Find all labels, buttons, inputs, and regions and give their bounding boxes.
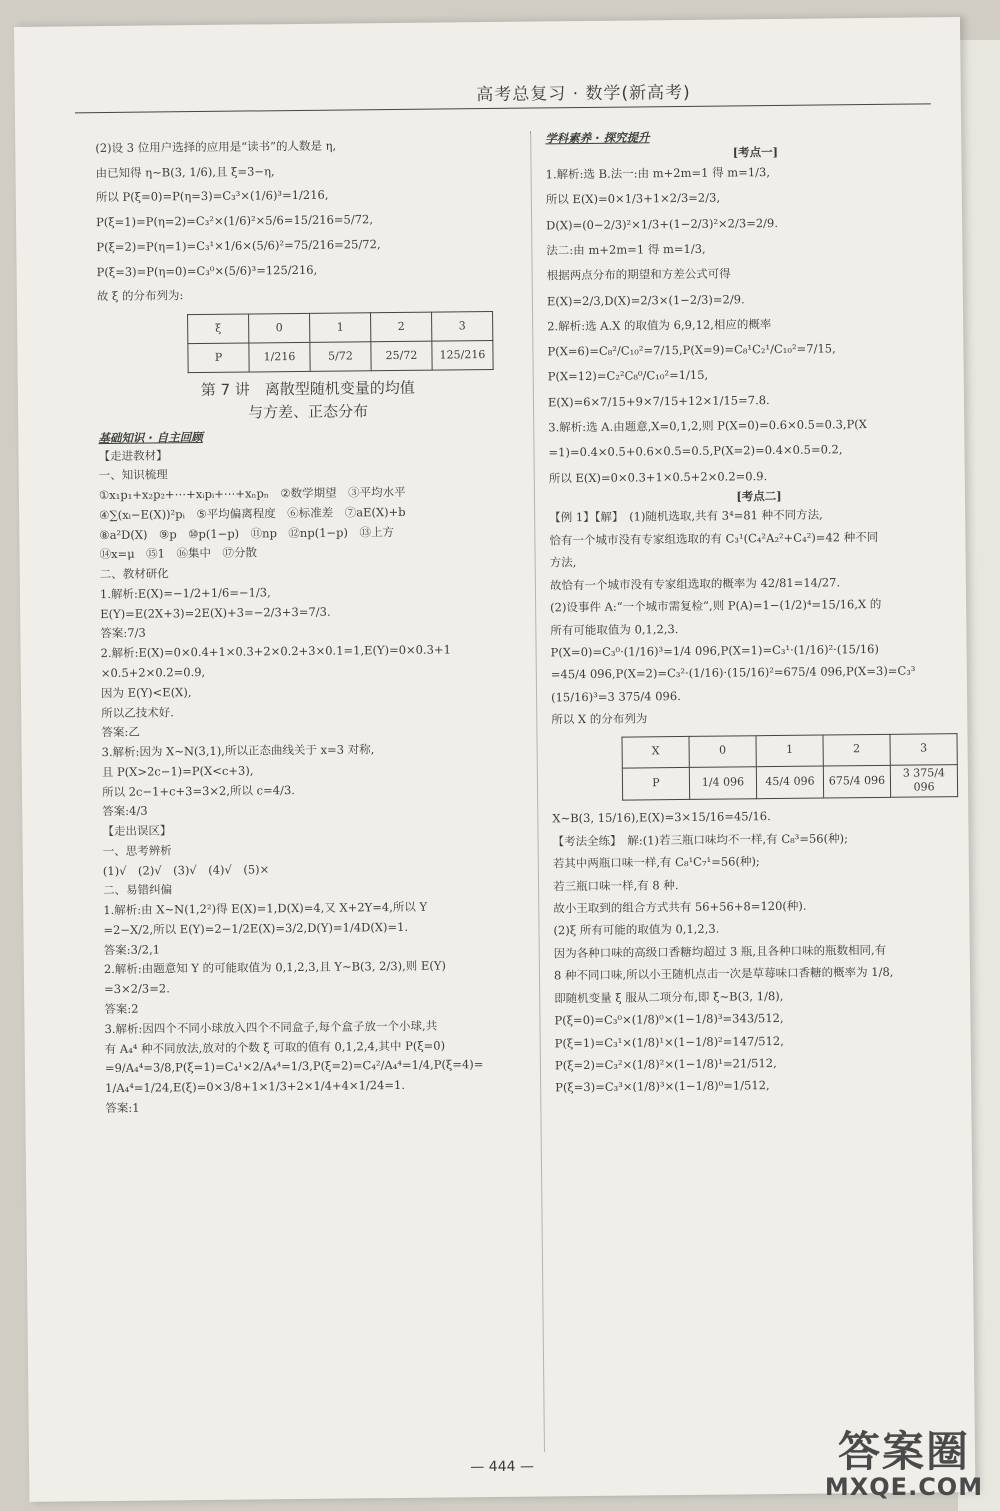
text-line: P(ξ=2)=P(η=1)=C₃¹×1/6×(5/6)²=75/216=25/72, [96, 237, 381, 254]
text-line: 若三瓶口味一样,有 8 种. [552, 877, 679, 893]
text-line: ×0.5+2×0.2=0.9, [100, 664, 206, 681]
text-line: 一、思考辨析 [102, 843, 172, 858]
table-cell: P [188, 343, 249, 373]
text-line: 有 A₄⁴ 种不同放法,放对的个数 ξ 可取的值有 0,1,2,4,其中 P(ξ=0) [104, 1038, 446, 1056]
text-line: (15/16)³=3 375/4 096. [551, 688, 681, 705]
text-line: 二、教材研化 [99, 566, 169, 582]
text-line: 答案:7/3 [100, 626, 146, 641]
table-cell: 0 [689, 735, 756, 767]
text-line: P(X=0)=C₃⁰·(1/16)³=1/4 096,P(X=1)=C₃¹·(1/16)²·(15/16) [550, 641, 879, 660]
text-line: 1.解析:E(X)=−1/2+1/6=−1/3, [99, 585, 271, 601]
header-title: 高考总复习 · 数学(新高考) [476, 82, 691, 106]
table-cell: 1/4 096 [689, 766, 756, 799]
text-line: 【走出误区】 [102, 823, 172, 839]
left-column [95, 132, 525, 1119]
text-line: 【考法全练】 解:(1)若三瓶口味均不一样,有 C₈³=56(种); [552, 831, 848, 849]
table-cell: 25/72 [371, 341, 432, 371]
table-cell: 125/216 [432, 340, 493, 370]
text-line: P(ξ=0)=C₃⁰×(1/8)⁰×(1−1/8)³=343/512, [554, 1011, 784, 1028]
text-line: P(X=12)=C₂²C₈⁰/C₁₀²=1/15, [547, 368, 709, 384]
text-line: P(ξ=1)=P(η=2)=C₃²×(1/6)²×5/6=15/216=5/72, [96, 212, 374, 230]
text-line: 若其中两瓶口味一样,有 C₈¹C₇¹=56(种); [552, 854, 760, 871]
text-line: 8 种不同口味,所以小王随机点击一次是草莓味口香糖的概率为 1/8, [553, 965, 894, 983]
table-cell: 0 [249, 313, 310, 343]
text-line: E(X)=2/3,D(X)=2/3×(1−2/3)=2/9. [546, 291, 745, 308]
text-line: =2−X/2,所以 E(Y)=2−1/2E(X)=3/2,D(Y)=1/4D(X)=1. [103, 919, 409, 937]
text-line: (1)√ (2)√ (3)√ (4)√ (5)× [102, 861, 270, 878]
text-line: 3.解析:选 A.由题意,X=0,1,2,则 P(X=0)=0.6×0.5=0.3,P(X [548, 417, 868, 435]
left-body-block [98, 442, 525, 1118]
watermark-logo [814, 1427, 994, 1501]
text-line: 1.解析:选 B.法一:由 m+2m=1 得 m=1/3, [545, 165, 771, 182]
table-cell: 2 [823, 734, 890, 766]
text-line: 答案:乙 [101, 724, 140, 740]
text-line: 2.解析:选 A.X 的取值为 6,9,12,相应的概率 [547, 316, 772, 334]
text-line: 因为各种口味的高级口香糖均超过 3 瓶,且各种口味的瓶数相同,有 [553, 942, 887, 961]
distribution-table-xi [187, 311, 494, 373]
text-line: 答案:2 [104, 1001, 139, 1017]
text-line: 所以 P(ξ=0)=P(η=3)=C₃³×(1/6)³=1/216, [95, 188, 329, 205]
text-line: 1/A₄⁴=1/24,E(ξ)=0×3/8+1×1/3+2×1/4+4×1/24=1. [105, 1077, 406, 1096]
text-line: 【走进教材】 [98, 447, 168, 463]
table-cell: 3 [890, 733, 957, 765]
text-line: 答案:3/2,1 [103, 942, 161, 957]
left-top-block [95, 132, 517, 309]
text-line: E(Y)=E(2X+3)=2E(X)+3=−2/3+3=7/3. [100, 604, 331, 621]
text-line: 1.解析:由 X~N(1,2²)得 E(X)=1,D(X)=4,又 X+2Y=4,所以 Y [103, 899, 428, 918]
text-line: P(ξ=1)=C₃¹×(1/8)¹×(1−1/8)²=147/512, [554, 1033, 784, 1050]
kaodian-2-heading: [考点二] [736, 488, 782, 504]
text-line: 故小王取到的组合方式共有 56+56+8=120(种). [553, 898, 807, 916]
text-line: P(ξ=3)=C₃³×(1/8)³×(1−1/8)⁰=1/512, [555, 1078, 770, 1095]
lecture-title [98, 376, 518, 425]
right-body1-block [545, 158, 968, 491]
table-cell: 2 [371, 312, 432, 342]
text-line: 二、易错纠偏 [102, 882, 173, 898]
text-line: 由已知得 η~B(3, 1/6),且 ξ=3−η, [95, 163, 275, 180]
text-line: =9/A₄⁴=3/8,P(ξ=1)=C₄¹×2/A₄⁴=1/3,P(ξ=2)=C₄²/A₄⁴=1/4,P(ξ=4)= [104, 1057, 484, 1076]
right-body2-block [549, 502, 971, 731]
text-line: P(ξ=2)=C₃²×(1/8)²×(1−1/8)¹=21/512, [554, 1055, 777, 1073]
text-line: (2)设 3 位用户选择的应用是“读书”的人数是 η, [95, 138, 337, 156]
right-body3-block [552, 803, 975, 1099]
text-line: 法二:由 m+2m=1 得 m=1/3, [546, 241, 706, 258]
text-line: ⑧a²D(X) ⑨p ⑩p(1−p) ⑪np ⑫np(1−p) ⑬上方 [99, 524, 395, 542]
text-line: 即随机变量 ξ 服从二项分布,即 ξ~B(3, 1/8), [554, 988, 784, 1006]
text-line: (2)设事件 A:“一个城市需复检”,则 P(A)=1−(1/2)⁴=15/16,X 的 [550, 596, 882, 615]
text-line: 所以 E(X)=0×0.3+1×0.5+2×0.2=0.9. [548, 468, 768, 485]
text-line: 因为 E(Y)<E(X), [100, 684, 192, 700]
text-line: 【例 1】【解】 (1)随机选取,共有 3⁴=81 种不同方法, [549, 507, 823, 525]
table-cell: X [622, 736, 689, 768]
text-line: 故 ξ 的分布列为: [96, 288, 184, 304]
text-line: 所以 E(X)=0×1/3+1×2/3=2/3, [545, 190, 721, 207]
text-line: 一、知识梳理 [98, 467, 168, 483]
distribution-table-x [621, 733, 958, 801]
table-cell: 3 375/4 096 [890, 764, 957, 797]
text-line: 恰有一个城市没有专家组选取的有 C₃¹(C₄²A₂²+C₄²)=42 种不同 [549, 529, 879, 548]
table-cell: 45/4 096 [756, 766, 823, 799]
text-line: 答案:1 [105, 1100, 140, 1115]
text-line: 2.解析:E(X)=0×0.4+1×0.3+2×0.2+3×0.1=1,E(Y)=0×0.3+1 [100, 642, 451, 661]
text-line: 根据两点分布的期望和方差公式可得 [546, 266, 731, 283]
text-line: 3.解析:因为 X~N(3,1),所以正态曲线关于 x=3 对称, [101, 742, 375, 760]
kaodian-1-heading: [考点一] [732, 144, 779, 159]
text-line: 所有可能取值为 0,1,2,3. [550, 621, 679, 637]
table-cell: 675/4 096 [823, 765, 890, 798]
text-line: X~B(3, 15/16),E(X)=3×15/16=45/16. [552, 809, 771, 826]
table-cell: 1/216 [249, 342, 310, 372]
text-line: =1)=0.4×0.5+0.6×0.5=0.5,P(X=2)=0.4×0.5=0.2, [548, 442, 843, 460]
running-header [75, 75, 931, 113]
text-line: 所以 X 的分布列为 [551, 711, 648, 727]
text-line: 且 P(X>2c−1)=P(X<c+3), [101, 763, 254, 779]
text-line: P(X=6)=C₈²/C₁₀²=7/15,P(X=9)=C₈¹C₂¹/C₁₀²=7/15, [547, 341, 836, 359]
table-cell: 1 [310, 313, 371, 343]
column-divider [530, 132, 545, 1452]
section-heading-literacy: 学科素养 · 探究提升 [545, 130, 650, 146]
table-cell: 3 [432, 311, 493, 341]
text-line: 3.解析:因四个不同小球放入四个不同盒子,每个盒子放一个小球,共 [104, 1018, 438, 1036]
text-line: (2)ξ 所有可能的取值为 0,1,2,3. [553, 922, 720, 938]
table-cell: 5/72 [310, 342, 371, 372]
right-column [545, 127, 975, 1099]
text-line: =3×2/3=2. [104, 981, 170, 997]
lecture-title-line1: 第 7 讲 离散型随机变量的均值 [200, 378, 415, 400]
text-line: D(X)=(0−2/3)²×1/3+(1−2/3)²×2/3=2/9. [546, 215, 779, 233]
text-line: ④∑(xᵢ−E(X))²pᵢ ⑤平均偏离程度 ⑥标准差 ⑦aE(X)+b [99, 504, 406, 522]
text-line: E(X)=6×7/15+9×7/15+12×1/15=7.8. [547, 392, 770, 410]
text-line: ①x₁p₁+x₂p₂+⋯+xᵢpᵢ+⋯+xₙpₙ ②数学期望 ③平均水平 [98, 484, 406, 503]
text-line: 所以 2c−1+c+3=3×2,所以 c=4/3. [101, 782, 295, 799]
text-line: P(ξ=3)=P(η=0)=C₃⁰×(5/6)³=125/216, [96, 262, 318, 279]
text-line: ⑭x=μ ⑮1 ⑯集中 ⑰分散 [99, 545, 258, 562]
text-line: 方法, [549, 555, 577, 570]
text-line: 所以乙技术好. [101, 704, 174, 720]
lecture-title-line2: 与方差、正态分布 [247, 401, 369, 422]
page-number: — 444 — [470, 1458, 535, 1476]
table-cell: 1 [756, 735, 823, 767]
text-line: 答案:4/3 [102, 803, 148, 819]
table-cell: ξ [188, 314, 249, 344]
book-page [14, 17, 975, 1502]
watermark-url: MXQE.COM [824, 1473, 984, 1501]
text-line: =45/4 096,P(X=2)=C₃²·(1/16)·(15/16)²=675/4 096,P(X=3)=C₃³ [550, 663, 916, 682]
text-line: 故恰有一个城市没有专家组选取的概率为 42/81=14/27. [549, 575, 841, 593]
text-line: 2.解析:由题意知 Y 的可能取值为 0,1,2,3,且 Y~B(3, 2/3),则 E(Y) [103, 958, 446, 977]
table-cell: P [622, 767, 689, 800]
watermark-text: 答案圈 [837, 1427, 970, 1476]
section-heading-basic: 基础知识 · 自主回顾 [98, 430, 203, 446]
